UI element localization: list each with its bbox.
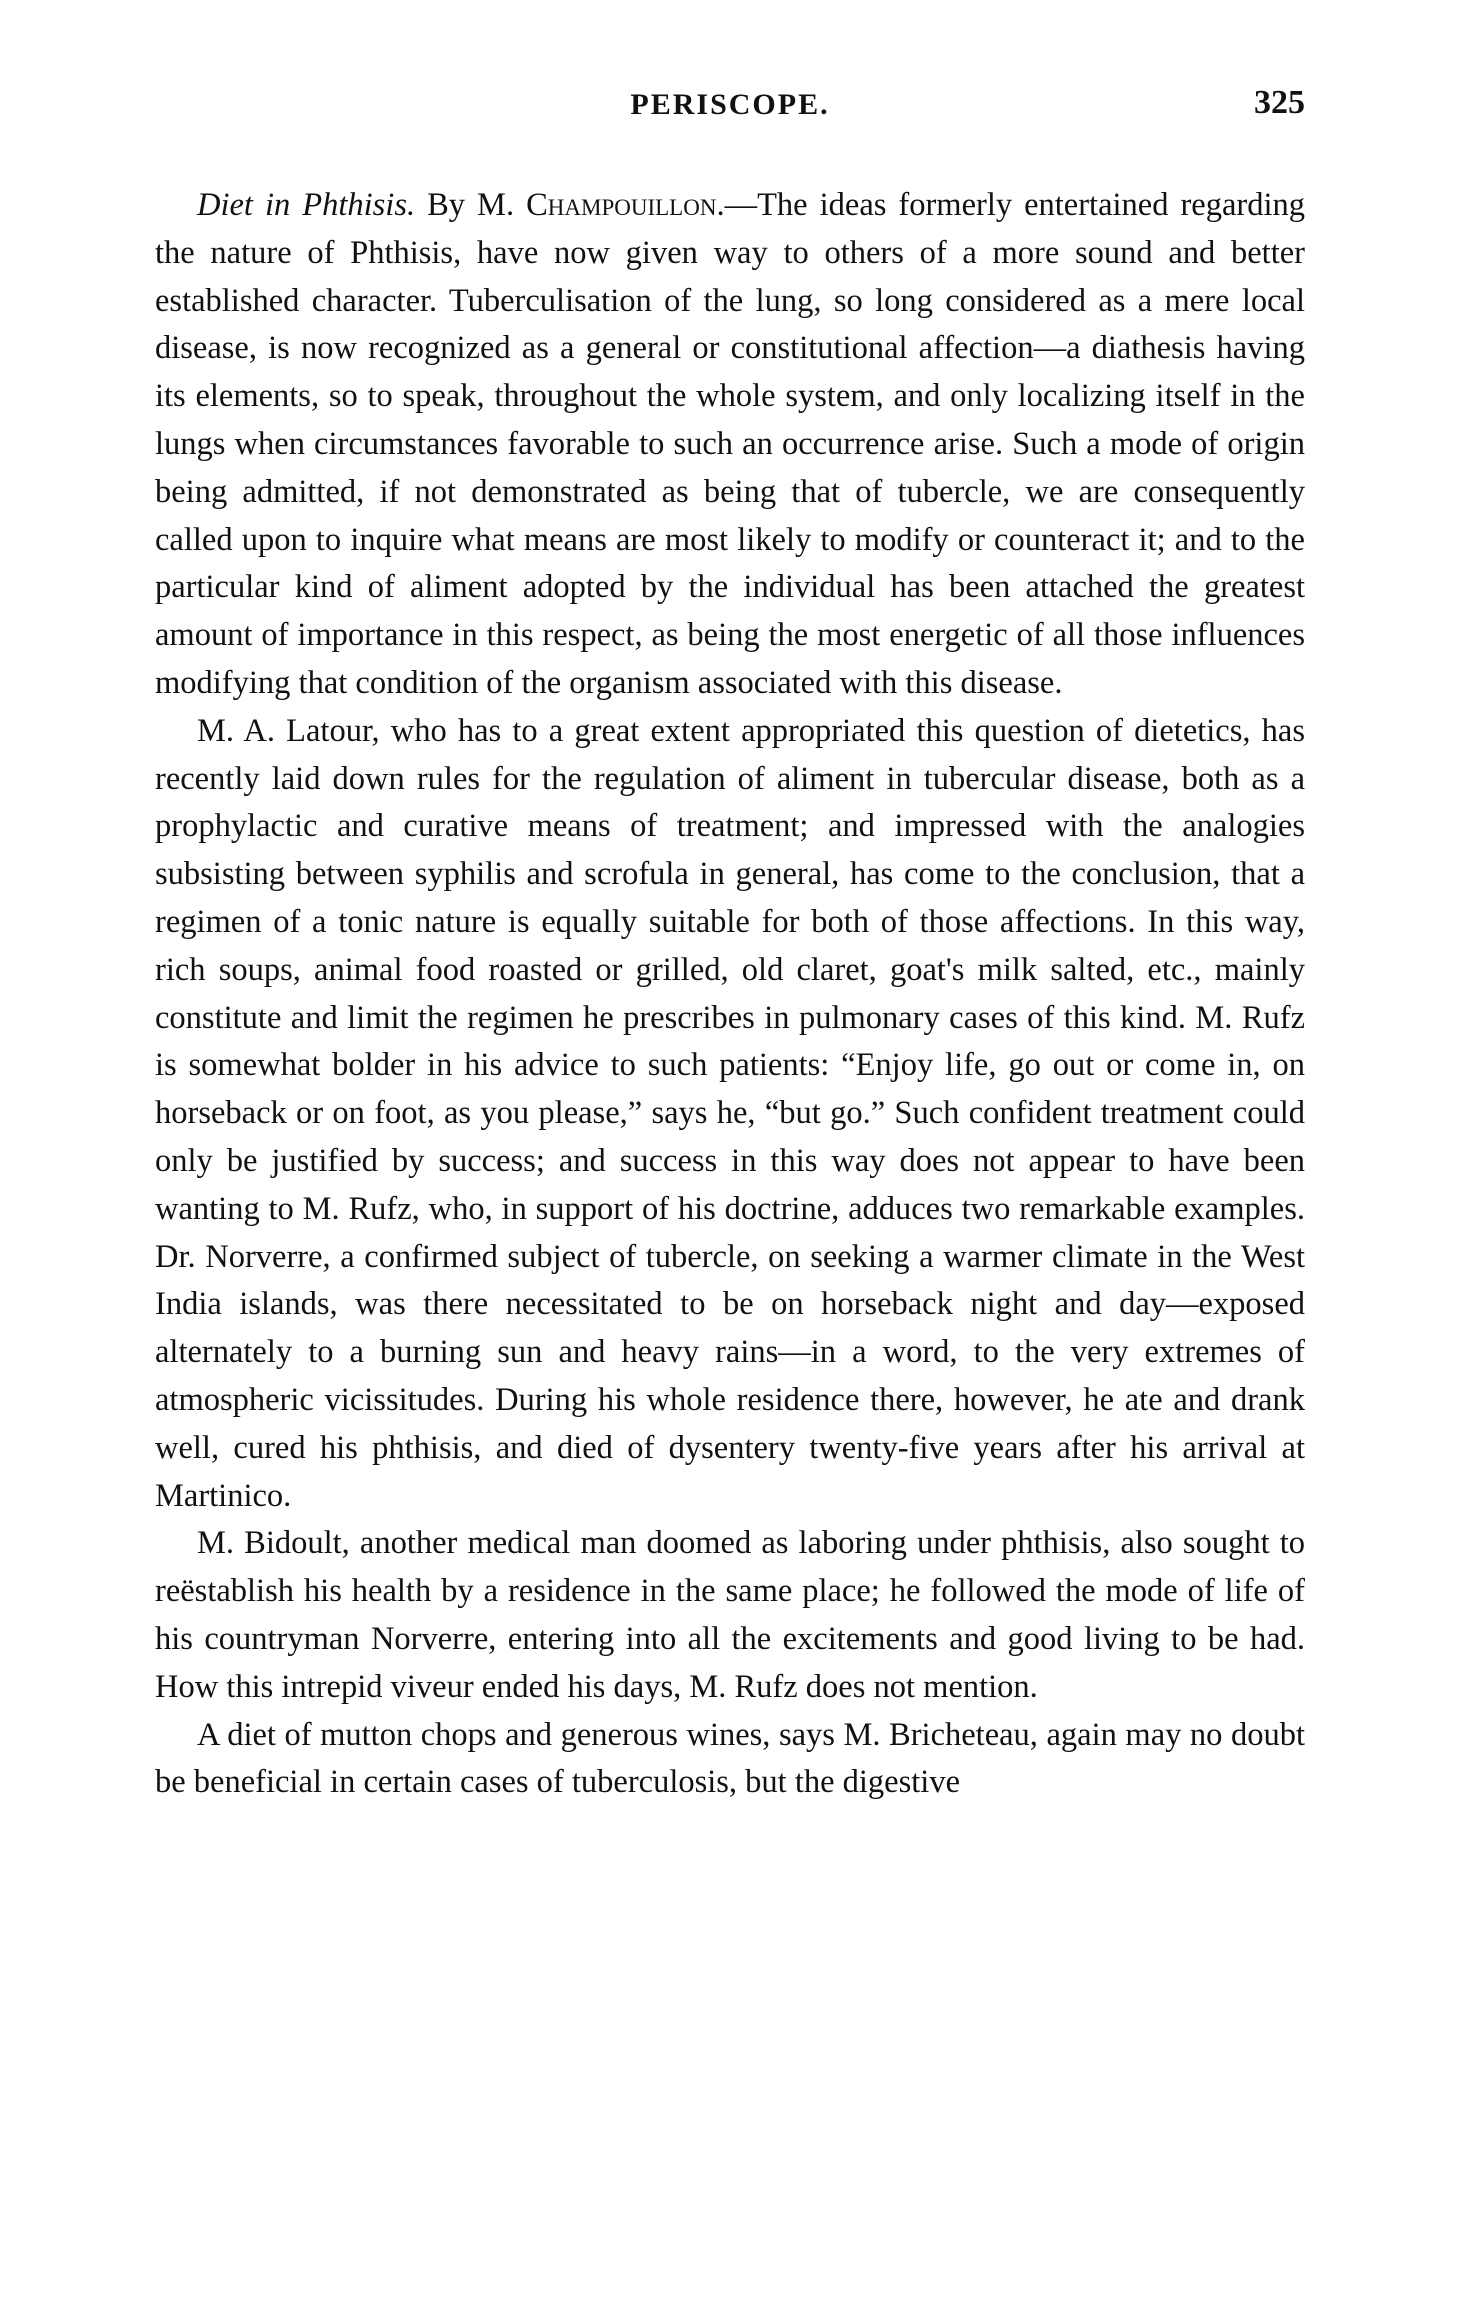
running-title: PERISCOPE. <box>630 88 830 121</box>
author-name: Champouillon. <box>526 187 725 223</box>
paragraph-1-text: —The ideas formerly entertained regarding the nature of Phthisis, have now given way to others of a more sound and better established character. Tuberculisation of the lung, so long considered as a mere local disease, is now recognized as a general or constitutional affection—a diathesis having its elements, so to speak, throughout the whole system, and only localizing itself in the lungs when circumstances favorable to such an occurrence arise. Such a mode of origin being admitted, if not demonstrated as being that of tubercle, we are consequently called upon to inquire what means are most likely to modify or counteract it; and to the particular kind of aliment adopted by the individual has been attached the greatest amount of importance in this respect, as being the most energetic of all those influences modifying that condition of the organism associated with this disease. <box>155 187 1305 701</box>
document-page <box>155 70 1305 1807</box>
paragraph-1 <box>155 182 1305 708</box>
paragraph-2: M. A. Latour, who has to a great extent appropriated this question of dietetics, has recently laid down rules for the regulation of aliment in tubercular disease, both as a prophylactic and curative means of treatment; and impressed with the analogies subsisting between syphilis and scrofula in general, has come to the conclusion, that a regimen of a tonic nature is equally suitable for both of those affections. In this way, rich soups, animal food roasted or grilled, old claret, goat's milk salted, etc., mainly constitute and limit the regimen he prescribes in pulmonary cases of this kind. M. Rufz is somewhat bolder in his advice to such patients: “Enjoy life, go out or come in, on horseback or on foot, as you please,” says he, “but go.” Such confident treatment could only be justified by success; and success in this way does not appear to have been wanting to M. Rufz, who, in support of his doctrine, adduces two remarkable examples. Dr. Norverre, a confirmed subject of tubercle, on seeking a warmer climate in the West India islands, was there necessitated to be on horseback night and day—exposed alternately to a burning sun and heavy rains—in a word, to the very extremes of atmospheric vicissitudes. During his whole residence there, however, he ate and drank well, cured his phthisis, and died of dysentery twenty-five years after his arrival at Martinico. <box>155 712 1305 1514</box>
paragraph-4: A diet of mutton chops and generous wines, says M. Bricheteau, again may no doubt be beneficial in certain cases of tuberculosis, but the digestive <box>155 1716 1305 1801</box>
byline-prefix: By M. <box>427 187 515 223</box>
article-body <box>155 182 1305 1807</box>
running-head <box>155 70 1305 130</box>
paragraph-3: M. Bidoult, another medical man doomed as laboring under phthisis, also sought to reëstablish his health by a residence in the same place; he followed the mode of life of his countryman Norverre, entering into all the excitements and good living to be had. How this intrepid viveur ended his days, M. Rufz does not mention. <box>155 1525 1305 1705</box>
article-title: Diet in Phthisis. <box>197 187 416 223</box>
page-number: 325 <box>1254 84 1305 121</box>
